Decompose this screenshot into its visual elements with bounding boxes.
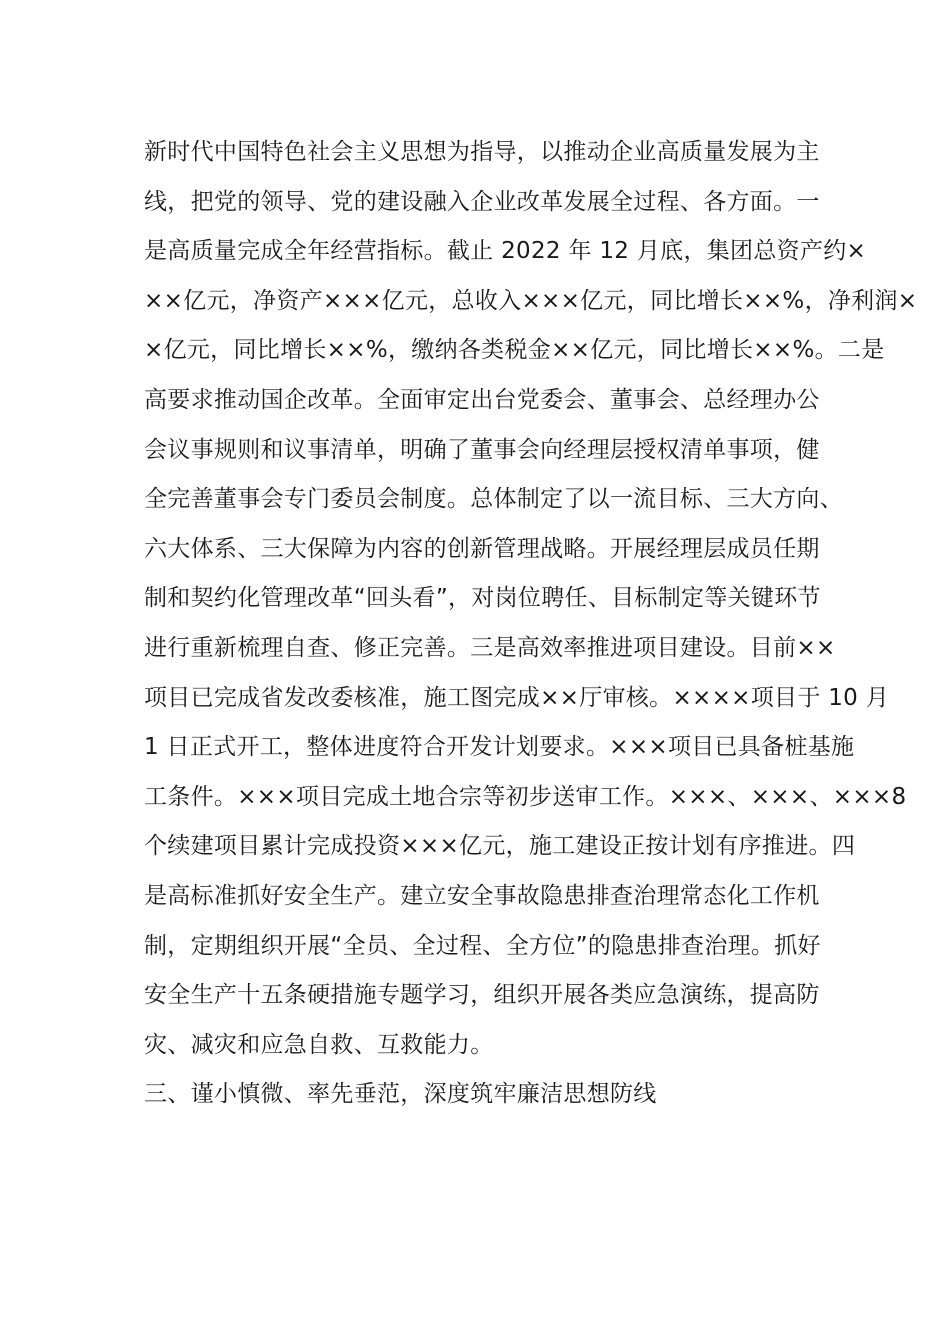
paragraph-line: 灾、减灾和应急自救、互救能力。 bbox=[144, 1031, 494, 1058]
body-text bbox=[144, 128, 918, 1120]
paragraph-line: 六大体系、三大保障为内容的创新管理战略。开展经理层成员任期 bbox=[144, 535, 820, 562]
paragraph-line: ×亿元，同比增长××%，缴纳各类税金××亿元，同比增长××%。二是 bbox=[144, 337, 885, 364]
paragraph-line: 1 日正式开工，整体进度符合开发计划要求。×××项目已具备桩基施 bbox=[144, 734, 855, 761]
paragraph-line: 高要求推动国企改革。全面审定出台党委会、董事会、总经理办公 bbox=[144, 386, 820, 413]
paragraph-line: 线，把党的领导、党的建设融入企业改革发展全过程、各方面。一 bbox=[144, 188, 820, 215]
paragraph-line: 是高质量完成全年经营指标。截止 2022 年 12 月底，集团总资产约× bbox=[144, 238, 867, 265]
paragraph-line: 全完善董事会专门委员会制度。总体制定了以一流目标、三大方向、 bbox=[144, 486, 843, 513]
paragraph-line: 会议事规则和议事清单，明确了董事会向经理层授权清单事项，健 bbox=[144, 436, 820, 463]
paragraph-line: 新时代中国特色社会主义思想为指导，以推动企业高质量发展为主 bbox=[144, 139, 820, 165]
paragraph-line: 制和契约化管理改革“回头看”，对岗位聘任、目标制定等关键环节 bbox=[144, 585, 821, 612]
paragraph-line: 项目已完成省发改委核准，施工图完成××厅审核。××××项目于 10 月 bbox=[144, 684, 890, 711]
paragraph-line: ××亿元，净资产×××亿元，总收入×××亿元，同比增长××%，净利润× bbox=[144, 287, 918, 314]
paragraph-line: 个续建项目累计完成投资×××亿元，施工建设正按计划有序推进。四 bbox=[144, 833, 856, 860]
paragraph-line: 安全生产十五条硬措施专题学习，组织开展各类应急演练，提高防 bbox=[144, 982, 820, 1009]
paragraph-line: 制，定期组织开展“全员、全过程、全方位”的隐患排查治理。抓好 bbox=[144, 932, 821, 959]
section-heading: 三、谨小慎微、率先垂范，深度筑牢廉洁思想防线 bbox=[144, 1081, 657, 1108]
paragraph-line: 进行重新梳理自查、修正完善。三是高效率推进项目建设。目前×× bbox=[144, 634, 836, 661]
paragraph-line: 工条件。×××项目完成土地合宗等初步送审工作。×××、×××、×××8 bbox=[144, 783, 907, 810]
paragraph-line: 是高标准抓好安全生产。建立安全事故隐患排查治理常态化工作机 bbox=[144, 882, 820, 909]
